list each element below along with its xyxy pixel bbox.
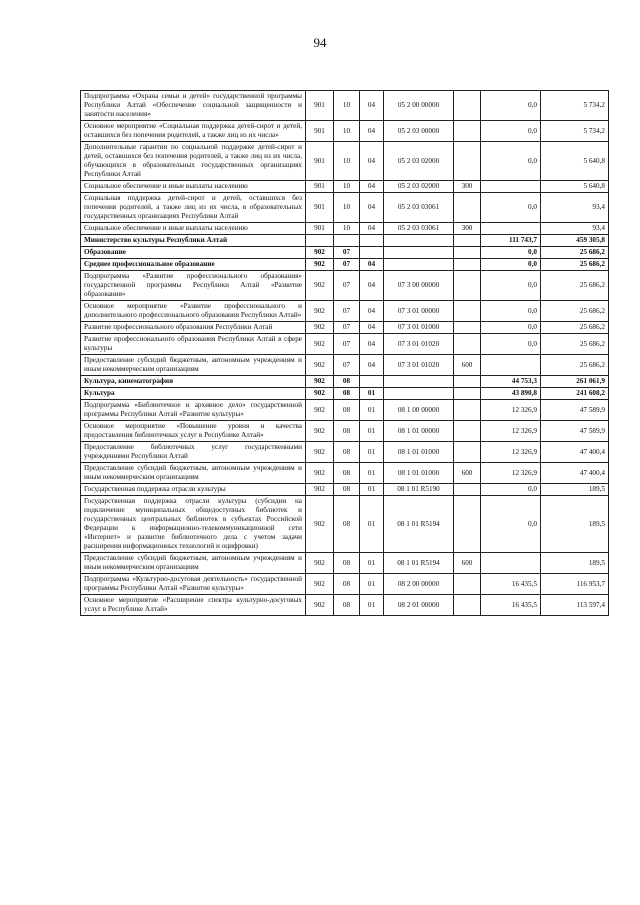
- cell-amount-2: 25 686,2: [541, 271, 609, 301]
- cell-grbs: 902: [306, 400, 334, 421]
- table-row: [81, 496, 609, 553]
- cell-amount-2: 25 686,2: [541, 301, 609, 322]
- table-row: [81, 442, 609, 463]
- cell-amount-2: 5 734,2: [541, 91, 609, 121]
- table-row: [81, 574, 609, 595]
- cell-name: Основное мероприятие «Социальная поддержка детей-сирот и детей, оставшихся без попечения родителей, а также лиц из их числа»: [81, 121, 306, 142]
- cell-target-article: 08 2 00 00000: [384, 574, 454, 595]
- cell-target-article: 08 1 01 01000: [384, 463, 454, 484]
- table-row: [81, 334, 609, 355]
- cell-amount-1: 0,0: [481, 334, 541, 355]
- cell-amount-2: 189,5: [541, 496, 609, 553]
- cell-expense-type: [454, 334, 481, 355]
- cell-name: Социальное обеспечение и иные выплаты населению: [81, 223, 306, 235]
- table-row: [81, 247, 609, 259]
- cell-expense-type: [454, 301, 481, 322]
- table-row: [81, 421, 609, 442]
- cell-subsection: 04: [360, 259, 384, 271]
- cell-name: Образование: [81, 247, 306, 259]
- cell-amount-2: 459 305,8: [541, 235, 609, 247]
- cell-target-article: 08 1 01 00000: [384, 421, 454, 442]
- cell-expense-type: [454, 193, 481, 223]
- cell-name: Основное мероприятие «Повышение уровня и качества предоставления библиотечных услуг в Республике Алтай»: [81, 421, 306, 442]
- cell-expense-type: [454, 484, 481, 496]
- table-row: [81, 121, 609, 142]
- cell-section: 08: [334, 376, 360, 388]
- cell-subsection: 01: [360, 388, 384, 400]
- cell-expense-type: [454, 271, 481, 301]
- table-row: [81, 235, 609, 247]
- table-body: [81, 91, 609, 616]
- cell-target-article: [384, 247, 454, 259]
- cell-expense-type: [454, 574, 481, 595]
- cell-grbs: 901: [306, 223, 334, 235]
- cell-target-article: 08 2 01 00000: [384, 595, 454, 616]
- cell-target-article: 07 3 01 00000: [384, 301, 454, 322]
- cell-target-article: 08 1 01 01000: [384, 442, 454, 463]
- cell-grbs: 902: [306, 574, 334, 595]
- cell-subsection: 01: [360, 400, 384, 421]
- cell-grbs: 902: [306, 322, 334, 334]
- cell-amount-2: 261 061,9: [541, 376, 609, 388]
- cell-expense-type: [454, 376, 481, 388]
- cell-amount-1: 16 435,5: [481, 595, 541, 616]
- cell-amount-1: 0,0: [481, 247, 541, 259]
- cell-grbs: 902: [306, 334, 334, 355]
- cell-name: Основное мероприятие «Расширение спектра культурно-досуговых услуг в Республике Алтай»: [81, 595, 306, 616]
- table-row: [81, 595, 609, 616]
- cell-subsection: 01: [360, 463, 384, 484]
- cell-name: Развитие профессионального образования Республики Алтай в сфере культуры: [81, 334, 306, 355]
- cell-grbs: 902: [306, 484, 334, 496]
- cell-name: Предоставление субсидий бюджетным, автономным учреждениям и иным некоммерческим организациям: [81, 463, 306, 484]
- cell-section: 08: [334, 442, 360, 463]
- cell-target-article: 05 2 03 02000: [384, 181, 454, 193]
- page-number: 94: [313, 35, 327, 50]
- cell-section: 07: [334, 271, 360, 301]
- cell-section: 08: [334, 484, 360, 496]
- cell-expense-type: [454, 400, 481, 421]
- cell-expense-type: 600: [454, 355, 481, 376]
- cell-name: Предоставление библиотечных услуг государственными учреждениями Республики Алтай: [81, 442, 306, 463]
- cell-amount-1: 0,0: [481, 322, 541, 334]
- cell-name: Развитие профессионального образования Республики Алтай: [81, 322, 306, 334]
- cell-subsection: [360, 376, 384, 388]
- table-row: [81, 223, 609, 235]
- cell-section: 10: [334, 91, 360, 121]
- cell-grbs: 902: [306, 259, 334, 271]
- cell-amount-1: 0,0: [481, 496, 541, 553]
- cell-amount-1: 0,0: [481, 142, 541, 181]
- cell-amount-1: 0,0: [481, 301, 541, 322]
- cell-target-article: 07 3 01 01020: [384, 355, 454, 376]
- cell-target-article: 05 2 03 02000: [384, 142, 454, 181]
- cell-section: 08: [334, 400, 360, 421]
- cell-amount-2: 189,5: [541, 553, 609, 574]
- cell-amount-2: 116 953,7: [541, 574, 609, 595]
- cell-amount-1: 0,0: [481, 259, 541, 271]
- cell-name: Дополнительные гарантии по социальной поддержке детей-сирот и детей, оставшихся без попечения родителей, а также лиц из их числа, обучающихся в образовательных государственных организациях Республики Алтай: [81, 142, 306, 181]
- cell-target-article: 08 1 01 R5190: [384, 484, 454, 496]
- cell-subsection: 01: [360, 421, 384, 442]
- cell-amount-1: 0,0: [481, 193, 541, 223]
- cell-subsection: 04: [360, 301, 384, 322]
- cell-grbs: 902: [306, 463, 334, 484]
- cell-section: 08: [334, 421, 360, 442]
- cell-grbs: 902: [306, 442, 334, 463]
- cell-target-article: [384, 259, 454, 271]
- budget-table: [80, 90, 609, 616]
- cell-name: Основное мероприятие «Развитие профессионального и дополнительного профессионального образования Республики Алтай»: [81, 301, 306, 322]
- cell-subsection: 04: [360, 223, 384, 235]
- cell-amount-1: [481, 355, 541, 376]
- cell-expense-type: 600: [454, 553, 481, 574]
- cell-target-article: 07 3 01 01000: [384, 322, 454, 334]
- cell-section: 07: [334, 247, 360, 259]
- cell-subsection: 01: [360, 484, 384, 496]
- cell-name: Культура, кинематография: [81, 376, 306, 388]
- table-row: [81, 553, 609, 574]
- cell-amount-2: 25 686,2: [541, 334, 609, 355]
- cell-target-article: [384, 235, 454, 247]
- cell-section: 07: [334, 355, 360, 376]
- table-row: [81, 301, 609, 322]
- cell-name: Предоставление субсидий бюджетным, автономным учреждениям и иным некоммерческим организациям: [81, 553, 306, 574]
- cell-subsection: [360, 247, 384, 259]
- table-row: [81, 484, 609, 496]
- cell-subsection: 04: [360, 355, 384, 376]
- cell-name: Социальное обеспечение и иные выплаты населению: [81, 181, 306, 193]
- cell-amount-1: 12 326,9: [481, 400, 541, 421]
- cell-grbs: 902: [306, 595, 334, 616]
- cell-grbs: 902: [306, 376, 334, 388]
- cell-target-article: [384, 388, 454, 400]
- cell-amount-1: 0,0: [481, 121, 541, 142]
- cell-name: Культура: [81, 388, 306, 400]
- cell-grbs: [306, 235, 334, 247]
- cell-expense-type: 600: [454, 463, 481, 484]
- cell-amount-1: 44 753,3: [481, 376, 541, 388]
- table-row: [81, 193, 609, 223]
- cell-section: 08: [334, 553, 360, 574]
- cell-amount-1: 0,0: [481, 484, 541, 496]
- cell-name: Министерство культуры Республики Алтай: [81, 235, 306, 247]
- cell-amount-2: 5 640,8: [541, 181, 609, 193]
- cell-amount-1: 16 435,5: [481, 574, 541, 595]
- table-row: [81, 91, 609, 121]
- table-row: [81, 322, 609, 334]
- cell-subsection: 01: [360, 553, 384, 574]
- table-row: [81, 259, 609, 271]
- cell-expense-type: [454, 121, 481, 142]
- cell-name: Государственная поддержка отрасли культуры (субсидии на подключение муниципальных общедоступных библиотек и государственных центральных библиотек в субъектах Российской Федерации к информационно-телекоммуникационной сети «Интернет» и развитие библиотечного дела с учетом задачи расширения информационных технологий и оцифровки): [81, 496, 306, 553]
- cell-subsection: 04: [360, 322, 384, 334]
- cell-expense-type: [454, 421, 481, 442]
- cell-target-article: 08 1 01 R5194: [384, 496, 454, 553]
- cell-amount-1: 0,0: [481, 91, 541, 121]
- cell-name: Подпрограмма «Охрана семьи и детей» государственной программы Республики Алтай «Обеспечение социальной защищенности и занятости населения»: [81, 91, 306, 121]
- cell-amount-2: 5 734,2: [541, 121, 609, 142]
- cell-subsection: 04: [360, 271, 384, 301]
- cell-amount-2: 93,4: [541, 193, 609, 223]
- cell-amount-2: 47 589,9: [541, 421, 609, 442]
- cell-grbs: 902: [306, 271, 334, 301]
- table-row: [81, 463, 609, 484]
- cell-amount-1: [481, 553, 541, 574]
- cell-expense-type: [454, 388, 481, 400]
- cell-amount-1: 0,0: [481, 271, 541, 301]
- cell-section: 10: [334, 193, 360, 223]
- cell-amount-1: 12 326,9: [481, 442, 541, 463]
- table-row: [81, 376, 609, 388]
- cell-expense-type: [454, 322, 481, 334]
- cell-name: Предоставление субсидий бюджетным, автономным учреждениям и иным некоммерческим организациям: [81, 355, 306, 376]
- cell-grbs: 902: [306, 496, 334, 553]
- cell-amount-2: 189,5: [541, 484, 609, 496]
- cell-amount-2: 47 400,4: [541, 442, 609, 463]
- cell-subsection: 01: [360, 442, 384, 463]
- cell-amount-2: 5 640,8: [541, 142, 609, 181]
- cell-amount-1: 12 326,9: [481, 463, 541, 484]
- cell-target-article: 08 1 00 00000: [384, 400, 454, 421]
- cell-amount-1: 12 326,9: [481, 421, 541, 442]
- cell-subsection: 04: [360, 334, 384, 355]
- cell-target-article: 07 3 01 01020: [384, 334, 454, 355]
- cell-section: 07: [334, 301, 360, 322]
- cell-grbs: 901: [306, 91, 334, 121]
- table-row: [81, 400, 609, 421]
- cell-subsection: 01: [360, 574, 384, 595]
- cell-grbs: 901: [306, 121, 334, 142]
- cell-section: 10: [334, 121, 360, 142]
- cell-subsection: 04: [360, 91, 384, 121]
- cell-grbs: 902: [306, 247, 334, 259]
- cell-target-article: 05 2 03 03061: [384, 193, 454, 223]
- cell-subsection: 04: [360, 121, 384, 142]
- cell-expense-type: 300: [454, 181, 481, 193]
- cell-subsection: [360, 235, 384, 247]
- cell-target-article: 07 3 00 00000: [384, 271, 454, 301]
- cell-expense-type: [454, 442, 481, 463]
- cell-amount-2: 25 686,2: [541, 355, 609, 376]
- cell-section: 07: [334, 322, 360, 334]
- cell-section: 08: [334, 574, 360, 595]
- cell-name: Подпрограмма «Библиотечное и архивное дело» государственной программы Республики Алтай «Развитие культуры»: [81, 400, 306, 421]
- cell-grbs: 901: [306, 142, 334, 181]
- cell-expense-type: 300: [454, 223, 481, 235]
- cell-expense-type: [454, 259, 481, 271]
- cell-amount-1: [481, 223, 541, 235]
- cell-grbs: 901: [306, 193, 334, 223]
- cell-section: 10: [334, 223, 360, 235]
- cell-section: 10: [334, 181, 360, 193]
- cell-target-article: 05 2 03 00000: [384, 121, 454, 142]
- cell-amount-2: 25 686,2: [541, 259, 609, 271]
- cell-target-article: 08 1 01 R5194: [384, 553, 454, 574]
- cell-target-article: [384, 376, 454, 388]
- cell-subsection: 04: [360, 193, 384, 223]
- cell-amount-2: 47 589,9: [541, 400, 609, 421]
- table-row: [81, 181, 609, 193]
- cell-amount-1: 111 743,7: [481, 235, 541, 247]
- cell-expense-type: [454, 496, 481, 553]
- cell-expense-type: [454, 235, 481, 247]
- cell-name: Государственная поддержка отрасли культуры: [81, 484, 306, 496]
- cell-amount-2: 113 597,4: [541, 595, 609, 616]
- cell-amount-1: [481, 181, 541, 193]
- cell-subsection: 04: [360, 181, 384, 193]
- cell-subsection: 01: [360, 496, 384, 553]
- cell-grbs: 901: [306, 181, 334, 193]
- cell-amount-1: 43 890,8: [481, 388, 541, 400]
- cell-section: 08: [334, 595, 360, 616]
- cell-expense-type: [454, 91, 481, 121]
- cell-section: 10: [334, 142, 360, 181]
- cell-section: 07: [334, 334, 360, 355]
- cell-grbs: 902: [306, 301, 334, 322]
- cell-name: Среднее профессиональное образование: [81, 259, 306, 271]
- cell-subsection: 04: [360, 142, 384, 181]
- cell-grbs: 902: [306, 355, 334, 376]
- cell-grbs: 902: [306, 553, 334, 574]
- cell-section: [334, 235, 360, 247]
- cell-expense-type: [454, 142, 481, 181]
- table-row: [81, 271, 609, 301]
- cell-amount-2: 241 608,2: [541, 388, 609, 400]
- cell-expense-type: [454, 247, 481, 259]
- cell-name: Социальная поддержка детей-сирот и детей, оставшихся без попечения родителей, а также лиц из их числа, в образовательных государственных организациях Республики Алтай: [81, 193, 306, 223]
- cell-expense-type: [454, 595, 481, 616]
- cell-grbs: 902: [306, 421, 334, 442]
- cell-section: 07: [334, 259, 360, 271]
- cell-amount-2: 25 686,2: [541, 247, 609, 259]
- cell-subsection: 01: [360, 595, 384, 616]
- cell-section: 08: [334, 496, 360, 553]
- table-row: [81, 355, 609, 376]
- cell-section: 08: [334, 388, 360, 400]
- table-row: [81, 388, 609, 400]
- table-row: [81, 142, 609, 181]
- cell-name: Подпрограмма «Культурно-досуговая деятельность» государственной программы Республики Алтай «Развитие культуры»: [81, 574, 306, 595]
- cell-amount-2: 93,4: [541, 223, 609, 235]
- cell-name: Подпрограмма «Развитие профессионального образования» государственной программы Республики Алтай «Развитие образования»: [81, 271, 306, 301]
- cell-target-article: 05 2 00 00000: [384, 91, 454, 121]
- cell-section: 08: [334, 463, 360, 484]
- cell-amount-2: 47 400,4: [541, 463, 609, 484]
- cell-grbs: 902: [306, 388, 334, 400]
- cell-target-article: 05 2 03 03061: [384, 223, 454, 235]
- cell-amount-2: 25 686,2: [541, 322, 609, 334]
